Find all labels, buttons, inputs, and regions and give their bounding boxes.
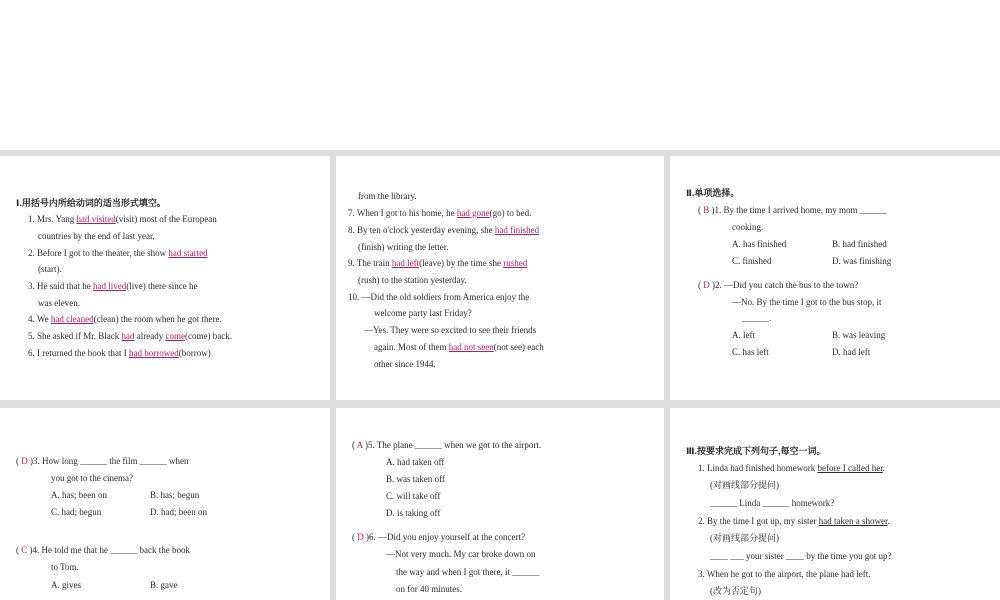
question-line: cooking. — [732, 222, 764, 232]
worksheet-grid — [0, 150, 1000, 600]
section-heading: Ⅱ.单项选择。 — [686, 188, 740, 198]
option: C. had; begun — [51, 507, 102, 517]
question-line: you got to the cinema? — [51, 473, 133, 483]
option: D. was finishing — [832, 256, 892, 266]
question-line: —No. By the time I got to the bus stop, it — [732, 297, 882, 307]
item-line: 10. —Did the old soldiers from America enjoy the — [348, 292, 530, 302]
item-line: (start). — [38, 264, 62, 274]
option: B. was leaving — [832, 330, 886, 340]
item-line: —Yes. They were so excited to see their friends — [364, 325, 537, 335]
question-line: ( D )2. —Did you catch the bus to the town? — [698, 280, 859, 290]
item-line: (改为否定句) — [710, 586, 761, 596]
option: B. had finished — [832, 239, 887, 249]
option: C. has left — [732, 347, 769, 357]
option: B. has; begun — [150, 490, 200, 500]
question-line: —Not very much. My car broke down on — [386, 549, 536, 559]
option: B. was taken off — [386, 474, 445, 484]
item-line: 6. I returned the book that I had borrowed(borrow) — [28, 348, 211, 358]
option: A. has; been on — [51, 490, 107, 500]
option: C. finished — [732, 256, 772, 266]
option: C. will take off — [386, 491, 441, 501]
item-line: (对画线部分提问) — [710, 533, 779, 543]
question-line: to Tom. — [51, 562, 79, 572]
item-line: 5. She asked if Mr. Black had already come(come) back. — [28, 331, 232, 341]
item-line: was eleven. — [38, 298, 80, 308]
item-line: 3. When he got to the airport, the plane had left. — [698, 569, 871, 579]
item-line: again. Most of them had not seen(not see) each — [374, 342, 544, 352]
item-line: other since 1944. — [374, 359, 436, 369]
item-line: welcome party last Friday? — [374, 308, 472, 318]
panel-sentence-transform — [670, 408, 1000, 600]
item-line: 3. He said that he had lived(live) there since he — [28, 281, 198, 291]
option: A. gives — [51, 580, 81, 590]
panel-multiple-choice-cont2 — [336, 408, 664, 600]
option: A. had taken off — [386, 457, 445, 467]
item-line: countries by the end of last year. — [38, 231, 155, 241]
item-line: 7. When I got to his home, he had gone(go) to bed. — [348, 208, 532, 218]
option: D. had; been on — [150, 507, 207, 517]
question-line: ( D )6. —Did you enjoy yourself at the concert? — [352, 532, 525, 542]
item-line: 9. The train had left(leave) by the time she rushed — [348, 258, 528, 268]
option: A. left — [732, 330, 755, 340]
item-line: from the library. — [358, 191, 417, 201]
section-heading: Ⅲ.按要求完成下列句子,每空一词。 — [686, 446, 826, 456]
item-line: 2. By the time I got up, my sister had taken a shower. — [698, 516, 890, 526]
question-line: the way and when I got there, it ______ — [396, 567, 540, 577]
question-line: ( A )5. The plane ______ when we got to the airport. — [352, 440, 542, 450]
option: B. gave — [150, 580, 178, 590]
item-line: ____ ___ your sister ____ by the time you got up? — [710, 551, 892, 561]
question-line: ______. — [742, 313, 772, 323]
question-line: on for 40 minutes. — [396, 584, 462, 594]
question-line: ( B )1. By the time I arrived home, my mom ______ — [698, 205, 887, 215]
item-line: 2. Before I got to the theater, the show had started — [28, 248, 208, 258]
panel-multiple-choice-cont — [0, 408, 330, 600]
panel-multiple-choice — [670, 156, 1000, 400]
panel-fill-blanks-cont — [336, 156, 664, 400]
option: A. has finished — [732, 239, 787, 249]
item-line: 4. We had cleaned(clean) the room when he got there. — [28, 314, 222, 324]
panel-fill-blanks — [0, 156, 330, 400]
item-line: (对画线部分提问) — [710, 480, 779, 490]
item-line: 1. Mrs. Yang had visited(visit) most of the European — [28, 214, 217, 224]
item-line: 8. By ten o'clock yesterday evening, she had finished — [348, 225, 540, 235]
section-heading: Ⅰ.用括号内所给动词的适当形式填空。 — [16, 198, 166, 208]
item-line: 1. Linda had finished homework before I called her. — [698, 463, 885, 473]
option: D. is taking off — [386, 508, 441, 518]
item-line: (rush) to the station yesterday. — [358, 275, 467, 285]
item-line: (finish) writing the letter. — [358, 242, 449, 252]
question-line: ( D )3. How long ______ the film ______ when — [16, 456, 189, 466]
question-line: ( C )4. He told me that he ______ back the book — [16, 545, 190, 555]
item-line: ______ Linda ______ homework? — [710, 498, 835, 508]
option: D. had left — [832, 347, 871, 357]
